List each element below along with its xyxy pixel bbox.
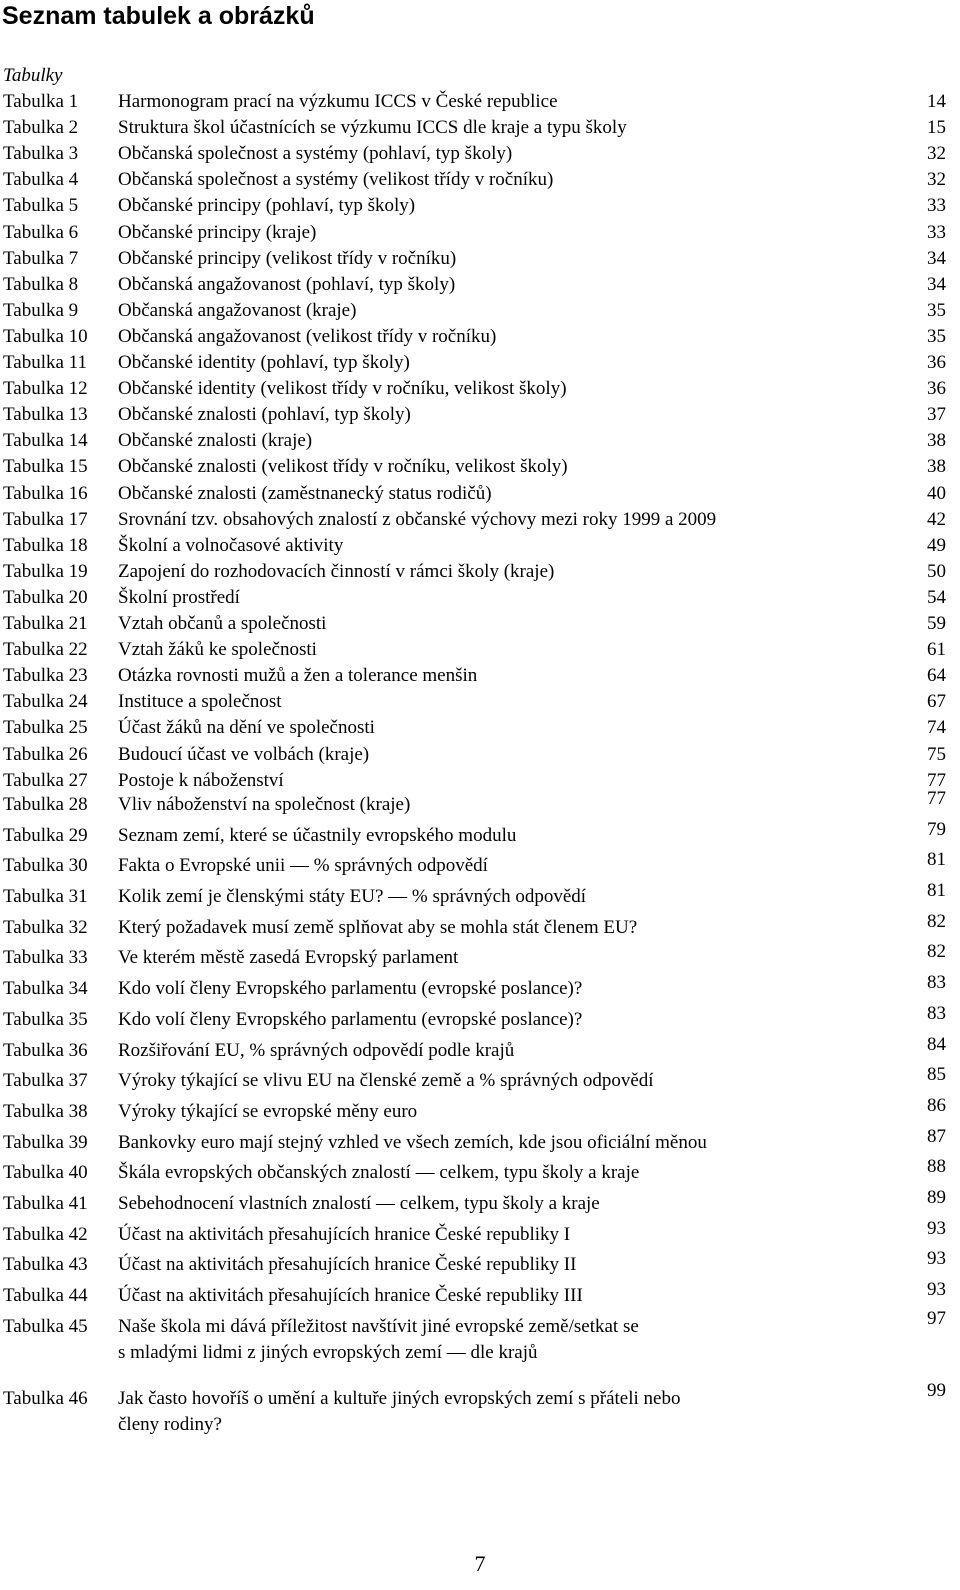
toc-entry-title	[118, 141, 878, 167]
toc-entry-title	[118, 428, 878, 454]
toc-entry-title	[118, 533, 878, 559]
toc-entry-title	[118, 742, 878, 768]
toc-entry-title-line: Naše škola mi dává příležitost navštívit jiné evropské země/setkat se	[118, 1316, 639, 1337]
toc-entry-page: 14	[927, 91, 946, 112]
toc-entry-page: 36	[927, 352, 946, 373]
toc-entry-title-line: Ve kterém městě zasedá Evropský parlament	[118, 947, 459, 968]
toc-entry-title-line: Otázka rovnosti mužů a žen a tolerance menšin	[118, 665, 478, 687]
toc-entry-title	[118, 481, 878, 507]
toc-entry-title	[118, 89, 878, 115]
toc-entry-page: 32	[927, 169, 946, 191]
toc-entry-label: Tabulka 39	[3, 1132, 88, 1153]
toc-entry-label: Tabulka 43	[3, 1254, 88, 1275]
toc-entry-title	[118, 402, 878, 428]
toc-entry-page: 37	[927, 404, 946, 426]
toc-entry-label: Tabulka 16	[3, 482, 88, 504]
toc-entry-page: 77	[927, 788, 946, 809]
toc-entry-page: 33	[927, 195, 946, 217]
toc-entry-label: Tabulka 7	[3, 247, 79, 269]
toc-entry-label: Tabulka 38	[3, 1101, 88, 1122]
toc-entry-title	[118, 715, 878, 741]
toc-entry-label: Tabulka 12	[3, 378, 88, 400]
toc-entry-page: 67	[927, 691, 946, 713]
toc-entry-title	[118, 1252, 878, 1278]
toc-entry-page: 93	[927, 1279, 946, 1300]
toc-entry-title	[118, 663, 878, 689]
toc-entry-label: Tabulka 9	[3, 299, 79, 321]
toc-entry-title-line: Který požadavek musí země splňovat aby se mohla stát členem EU?	[118, 917, 638, 938]
toc-entry-title	[118, 1222, 878, 1248]
toc-entry-title	[118, 945, 878, 971]
toc-entry-title-line: Škála evropských občanských znalostí — celkem, typu školy a kraje	[118, 1162, 640, 1183]
toc-entry-title	[118, 1386, 878, 1438]
toc-entry-title-line: Občanské znalosti (zaměstnanecký status rodičů)	[118, 482, 492, 504]
toc-entry-page: 82	[927, 941, 946, 962]
toc-entry-label: Tabulka 10	[3, 325, 88, 347]
toc-entry-label: Tabulka 25	[3, 717, 88, 739]
toc-entry-title	[118, 637, 878, 663]
toc-entry-title-line: Občanská angažovanost (velikost třídy v ročníku)	[118, 325, 497, 347]
toc-entry-label: Tabulka 37	[3, 1070, 88, 1091]
toc-entry-label: Tabulka 17	[3, 508, 88, 530]
toc-entry-title-line: Účast žáků na dění ve společnosti	[118, 717, 375, 739]
toc-entry-label: Tabulka 15	[3, 456, 88, 478]
toc-entry-page: 99	[927, 1380, 946, 1401]
toc-entry-label: Tabulka 22	[3, 639, 88, 661]
toc-entry-label: Tabulka 29	[3, 825, 88, 846]
section-heading: Tabulky	[3, 65, 63, 86]
toc-entry-label: Tabulka 26	[3, 743, 88, 765]
toc-entry-label: Tabulka 41	[3, 1193, 88, 1214]
toc-entry-label: Tabulka 35	[3, 1009, 88, 1030]
toc-entry-label: Tabulka 3	[3, 143, 79, 165]
toc-entry-title	[118, 611, 878, 637]
toc-entry-page: 86	[927, 1095, 946, 1116]
toc-entry-title-line: Občanská společnost a systémy (pohlaví, typ školy)	[118, 143, 513, 165]
toc-entry-page: 64	[927, 665, 946, 687]
toc-entry-label: Tabulka 20	[3, 586, 88, 608]
toc-entry-title	[118, 915, 878, 941]
toc-entry-page: 85	[927, 1064, 946, 1085]
toc-entry-page: 77	[927, 769, 946, 791]
toc-entry-title-line: Občanské identity (velikost třídy v ročníku, velikost školy)	[118, 378, 567, 400]
toc-entry-title-line: Fakta o Evropské unii — % správných odpovědí	[118, 855, 488, 876]
toc-entry-label: Tabulka 8	[3, 273, 79, 295]
toc-entry-title-line: Budoucí účast ve volbách (kraje)	[118, 743, 370, 765]
toc-entry-title	[118, 220, 878, 246]
toc-entry-label: Tabulka 4	[3, 169, 79, 191]
toc-entry-title	[118, 976, 878, 1002]
toc-entry-title-line: Seznam zemí, které se účastnily evropského modulu	[118, 825, 517, 846]
toc-entry-title	[118, 768, 878, 794]
toc-entry-label: Tabulka 13	[3, 404, 88, 426]
toc-entry-label: Tabulka 14	[3, 430, 88, 452]
toc-entry-page: 81	[927, 849, 946, 870]
toc-entry-page: 38	[927, 456, 946, 478]
toc-entry-title-line: Školní a volnočasové aktivity	[118, 534, 344, 556]
toc-entry-label: Tabulka 27	[3, 769, 88, 791]
toc-entry-page: 42	[927, 508, 946, 530]
toc-entry-title-line: Občanské identity (pohlaví, typ školy)	[118, 352, 410, 373]
toc-entry-title	[118, 507, 878, 533]
toc-entry-label: Tabulka 45	[3, 1316, 88, 1337]
toc-entry-title-line: Občanská angažovanost (kraje)	[118, 299, 357, 321]
toc-entry-title	[118, 115, 878, 141]
toc-entry-page: 93	[927, 1218, 946, 1239]
toc-entry-page: 79	[927, 819, 946, 840]
toc-entry-label: Tabulka 46	[3, 1388, 88, 1409]
toc-entry-page: 74	[927, 717, 946, 739]
toc-entry-title	[118, 884, 878, 910]
toc-entry-title-line: Občanské principy (kraje)	[118, 221, 317, 243]
toc-entry-label: Tabulka 36	[3, 1040, 88, 1061]
toc-entry-label: Tabulka 11	[3, 352, 87, 373]
toc-entry-title	[118, 350, 878, 376]
toc-entry-title-line: Občanské znalosti (kraje)	[118, 430, 313, 452]
toc-entry-page: 34	[927, 273, 946, 295]
page-title: Seznam tabulek a obrázků	[2, 2, 315, 30]
toc-entry-title	[118, 585, 878, 611]
toc-entry-label: Tabulka 30	[3, 855, 88, 876]
toc-entry-title	[118, 1007, 878, 1033]
toc-entry-title-line: Kdo volí členy Evropského parlamentu (evropské poslance)?	[118, 978, 583, 999]
toc-entry-label: Tabulka 19	[3, 560, 88, 582]
toc-entry-title	[118, 853, 878, 879]
toc-entry-label: Tabulka 1	[3, 91, 79, 112]
toc-entry-title-line: členy rodiny?	[118, 1414, 222, 1435]
toc-entry-title	[118, 324, 878, 350]
toc-entry-label: Tabulka 42	[3, 1224, 88, 1245]
toc-entry-title-line: Sebehodnocení vlastních znalostí — celkem, typu školy a kraje	[118, 1193, 600, 1214]
toc-entry-label: Tabulka 44	[3, 1285, 88, 1306]
toc-entry-page: 33	[927, 221, 946, 243]
toc-entry-title-line: Školní prostředí	[118, 586, 240, 608]
toc-entry-title-line: Harmonogram prací na výzkumu ICCS v České republice	[118, 91, 558, 112]
toc-entry-title	[118, 167, 878, 193]
toc-entry-page: 15	[927, 117, 946, 139]
toc-entry-page: 61	[927, 639, 946, 661]
toc-entry-title	[118, 1191, 878, 1217]
toc-entry-page: 54	[927, 586, 946, 608]
toc-entry-title	[118, 1130, 878, 1156]
toc-entry-title-line: Účast na aktivitách přesahujících hranice České republiky I	[118, 1224, 571, 1245]
toc-entry-title	[118, 792, 878, 818]
toc-entry-title-line: Bankovky euro mají stejný vzhled ve všech zemích, kde jsou oficiální měnou	[118, 1132, 707, 1153]
toc-entry-label: Tabulka 18	[3, 534, 88, 556]
toc-entry-page: 59	[927, 613, 946, 634]
toc-entry-title-line: Občanské znalosti (pohlaví, typ školy)	[118, 404, 411, 426]
toc-entry-title	[118, 454, 878, 480]
toc-entry-page: 40	[927, 482, 946, 504]
toc-entry-page: 35	[927, 299, 946, 321]
toc-entry-page: 75	[927, 743, 946, 765]
toc-entry-title	[118, 1099, 878, 1125]
toc-entry-title-line: Vztah žáků ke společnosti	[118, 639, 317, 661]
toc-entry-title-line: Občanská společnost a systémy (velikost třídy v ročníku)	[118, 169, 554, 191]
toc-entry-title	[118, 272, 878, 298]
toc-entry-title-line: Jak často hovoříš o umění a kultuře jiných evropských zemí s přáteli nebo	[118, 1388, 681, 1409]
toc-entry-title-line: Srovnání tzv. obsahových znalostí z občanské výchovy mezi roky 1999 a 2009	[118, 508, 717, 530]
toc-entry-page: 93	[927, 1248, 946, 1269]
toc-entry-label: Tabulka 21	[3, 613, 88, 634]
toc-entry-title-line: Výroky týkající se vlivu EU na členské země a % správných odpovědí	[118, 1070, 654, 1091]
toc-entry-page: 88	[927, 1156, 946, 1177]
toc-entry-title	[118, 1314, 878, 1366]
toc-entry-label: Tabulka 6	[3, 221, 79, 243]
toc-entry-label: Tabulka 32	[3, 917, 88, 938]
toc-entry-title-line: Výroky týkající se evropské měny euro	[118, 1101, 418, 1122]
toc-entry-title	[118, 246, 878, 272]
toc-entry-title-line: Kdo volí členy Evropského parlamentu (evropské poslance)?	[118, 1009, 583, 1030]
toc-entry-title	[118, 823, 878, 849]
toc-entry-title-line: Postoje k náboženství	[118, 769, 284, 791]
toc-entry-title	[118, 1038, 878, 1064]
toc-entry-label: Tabulka 23	[3, 665, 88, 687]
toc-entry-label: Tabulka 24	[3, 691, 88, 713]
toc-entry-page: 84	[927, 1034, 946, 1055]
toc-entry-title	[118, 298, 878, 324]
toc-entry-title-line: Občanská angažovanost (pohlaví, typ školy)	[118, 273, 456, 295]
toc-entry-page: 83	[927, 972, 946, 993]
toc-entry-label: Tabulka 34	[3, 978, 88, 999]
toc-entry-title	[118, 193, 878, 219]
toc-entry-page: 38	[927, 430, 946, 452]
toc-entry-title-line: Občanské principy (velikost třídy v ročníku)	[118, 247, 457, 269]
toc-entry-page: 36	[927, 378, 946, 400]
toc-entry-title-line: Zapojení do rozhodovacích činností v rámci školy (kraje)	[118, 560, 555, 582]
toc-entry-page: 89	[927, 1187, 946, 1208]
toc-entry-label: Tabulka 40	[3, 1162, 88, 1183]
toc-entry-title-line: Účast na aktivitách přesahujících hranice České republiky II	[118, 1254, 577, 1275]
toc-entry-title-line: Instituce a společnost	[118, 691, 282, 713]
toc-entry-title	[118, 376, 878, 402]
toc-entry-title-line: Vztah občanů a společnosti	[118, 613, 327, 634]
toc-entry-page: 35	[927, 325, 946, 347]
toc-entry-title-line: Kolik zemí je členskými státy EU? — % správných odpovědí	[118, 886, 587, 907]
toc-entry-title	[118, 559, 878, 585]
toc-entry-page: 34	[927, 247, 946, 269]
toc-entry-title-line: Vliv náboženství na společnost (kraje)	[118, 794, 411, 815]
toc-entry-title	[118, 689, 878, 715]
toc-entry-title-line: s mladými lidmi z jiných evropských zemí — dle krajů	[118, 1342, 538, 1363]
toc-entry-page: 82	[927, 911, 946, 932]
toc-entry-label: Tabulka 28	[3, 794, 88, 815]
toc-entry-label: Tabulka 2	[3, 117, 79, 139]
toc-entry-page: 49	[927, 534, 946, 556]
toc-entry-page: 50	[927, 560, 946, 582]
toc-entry-page: 97	[927, 1308, 946, 1329]
toc-entry-label: Tabulka 31	[3, 886, 88, 907]
toc-entry-title-line: Občanské znalosti (velikost třídy v ročníku, velikost školy)	[118, 456, 568, 478]
toc-entry-label: Tabulka 33	[3, 947, 88, 968]
toc-entry-page: 87	[927, 1126, 946, 1147]
toc-entry-title-line: Rozšiřování EU, % správných odpovědí podle krajů	[118, 1040, 515, 1061]
toc-entry-title	[118, 1160, 878, 1186]
toc-entry-title-line: Struktura škol účastnících se výzkumu ICCS dle kraje a typu školy	[118, 117, 627, 139]
toc-entry-label: Tabulka 5	[3, 195, 79, 217]
toc-entry-title-line: Občanské principy (pohlaví, typ školy)	[118, 195, 416, 217]
toc-entry-page: 83	[927, 1003, 946, 1024]
toc-entry-title-line: Účast na aktivitách přesahujících hranice České republiky III	[118, 1285, 583, 1306]
page-number: 7	[474, 1551, 486, 1576]
toc-entry-title	[118, 1283, 878, 1309]
toc-entry-page: 32	[927, 143, 946, 165]
toc-entry-page: 81	[927, 880, 946, 901]
toc-entry-title	[118, 1068, 878, 1094]
